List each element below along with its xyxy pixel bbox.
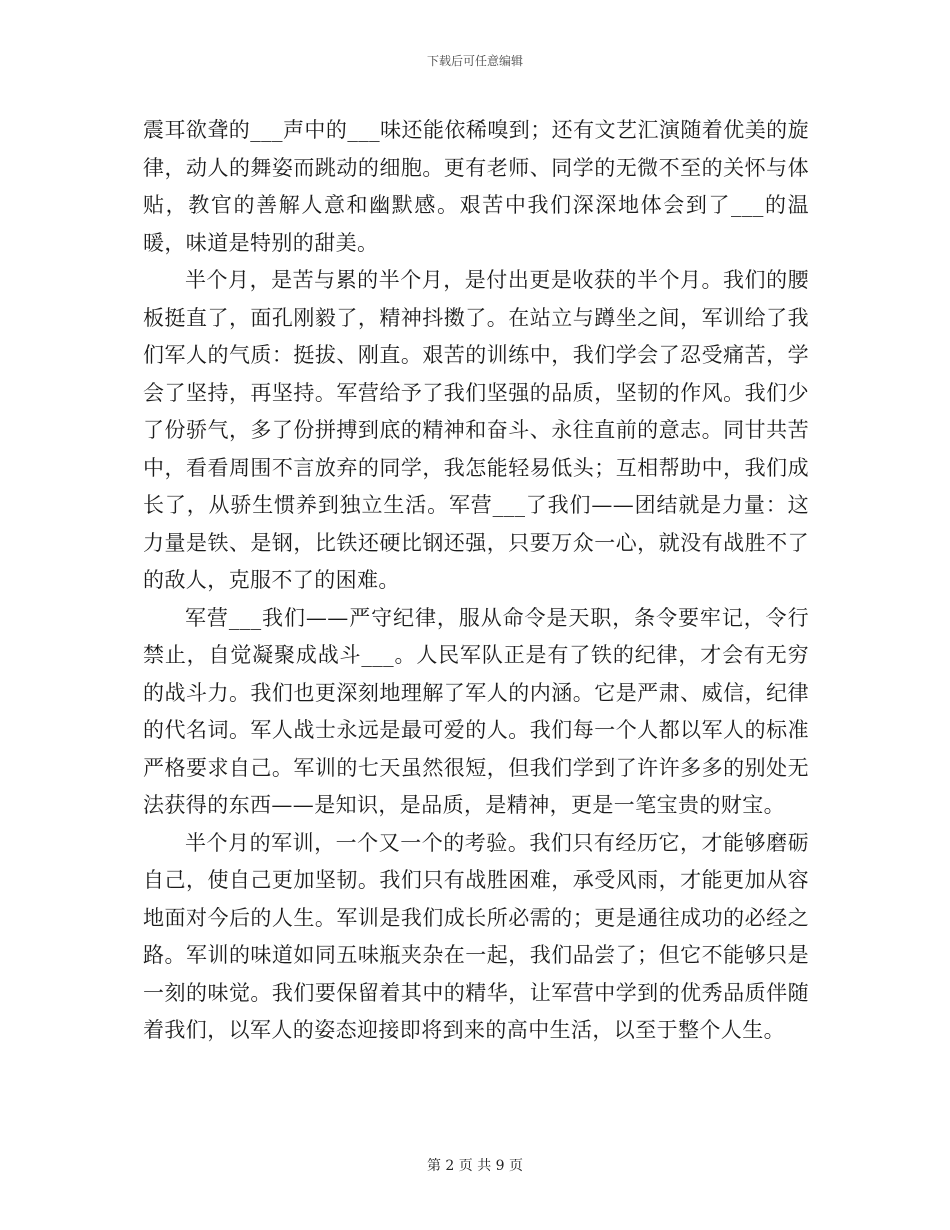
paragraph-2: 半个月，是苦与累的半个月，是付出更是收获的半个月。我们的腰板挺直了，面孔刚毅了，精神抖擞了。在站立与蹲坐之间，军训给了我们军人的气质：挺拔、刚直。艰苦的训练中，我们学会了忍受痛苦，学会了坚持，再坚持。军营给予了我们坚强的品质，坚韧的作风。我们少了份骄气，多了份拼搏到底的精神和奋斗、永往直前的意志。同甘共苦中，看看周围不言放弃的同学，我怎能轻易低头；互相帮助中，我们成长了，从骄生惯养到独立生活。军营___了我们——团结就是力量：这力量是铁、是钢，比铁还硬比钢还强，只要万众一心，就没有战胜不了的敌人，克服不了的困难。: [143, 268, 809, 592]
page-number: 第 2 页 共 9 页: [426, 1158, 524, 1174]
paragraph-3: 军营___我们——严守纪律，服从命令是天职，条令要牢记，令行禁止，自觉凝聚成战斗___。人民军队正是有了铁的纪律，才会有无穷的战斗力。我们也更深刻地理解了军人的内涵。它是严肃、威信，纪律的代名词。军人战士永远是最可爱的人。我们每一个人都以军人的标准严格要求自己。军训的七天虽然很短，但我们学到了许许多多的别处无法获得的东西——是知识，是品质，是精神，更是一笔宝贵的财宝。: [143, 605, 809, 817]
paragraph-1: 震耳欲聋的___声中的___味还能依稀嗅到；还有文艺汇演随着优美的旋律，动人的舞姿而跳动的细胞。更有老师、同学的无微不至的关怀与体贴，教官的善解人意和幽默感。艰苦中我们深深地体会到了___的温暖，味道是特别的甜美。: [143, 118, 809, 255]
page-header: 下载后可任意编辑: [426, 54, 523, 68]
paragraph-4: 半个月的军训，一个又一个的考验。我们只有经历它，才能够磨砺自己，使自己更加坚韧。我们只有战胜困难，承受风雨，才能更加从容地面对今后的人生。军训是我们成长所必需的；更是通往成功的必经之路。军训的味道如同五味瓶夹杂在一起，我们品尝了；但它不能够只是一刻的味觉。我们要保留着其中的精华，让军营中学到的优秀品质伴随着我们，以军人的姿态迎接即将到来的高中生活，以至于整个人生。: [143, 830, 809, 1042]
document-body: [143, 112, 809, 1050]
